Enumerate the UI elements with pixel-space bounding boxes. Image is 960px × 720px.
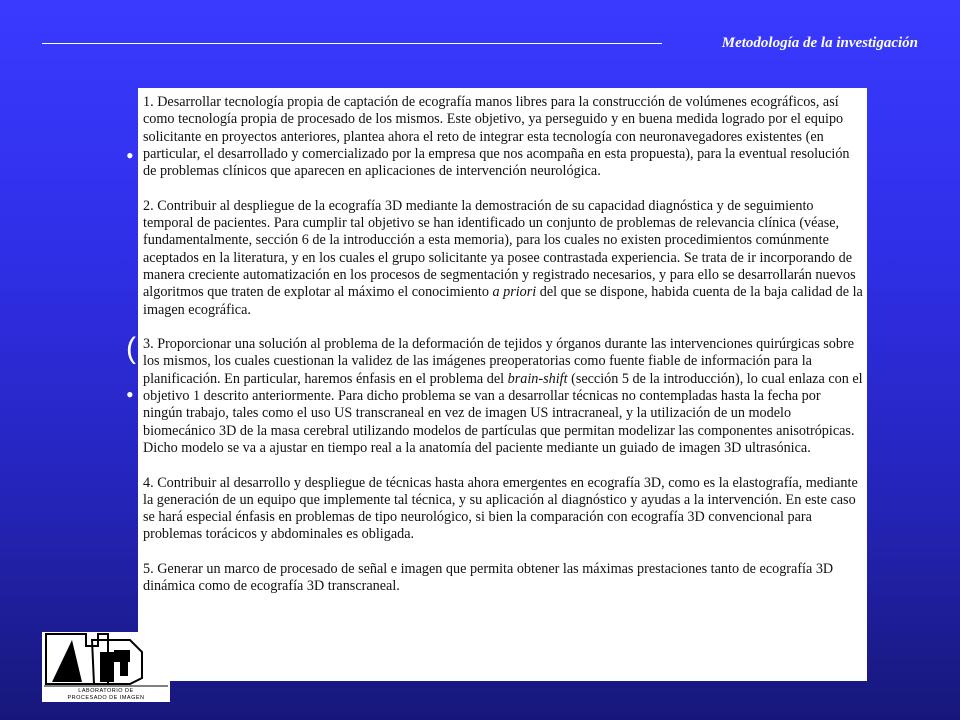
paragraph-text: 5. Generar un marco de procesado de señal e imagen que permita obtener las máximas prestaciones tanto de ecografía 3D dinámica como de ecografía 3D transcraneal. <box>143 561 834 595</box>
header-divider <box>42 43 662 44</box>
paren-fragment: ( <box>126 332 136 365</box>
objective-paragraph <box>143 94 863 180</box>
paragraph-text: 3. Proporcionar una solución al problema de la deformación de tejidos y órganos durante las intervenciones quirúrgicas sobre los mismos, los cuales cuestionan la validez de las imágenes preoperatorias como fuente fiable de información para la planificación. En particular, haremos énfasis en el problema del <box>143 336 855 387</box>
bullet-marker: • <box>126 382 134 407</box>
objective-paragraph <box>143 561 863 596</box>
logo-text-line2: PROCESADO DE IMAGEN <box>67 695 145 701</box>
logo-text-line1: LABORATORIO DE <box>78 688 134 694</box>
objective-paragraph <box>143 336 863 457</box>
paragraph-text: 4. Contribuir al desarrollo y despliegue de técnicas hasta ahora emergentes en ecografía 3D, como es la elastografía, mediante la generación de un equipo que implemente tal técnica, y su aplicación al diagnóstico y ayudas a la intervención. En este caso se hará especial énfasis en problemas de tipo neurológico, si bien la comparación con ecografía 3D convencional para problemas torácicos y abdominales es obligada. <box>143 474 858 543</box>
italic-term: a priori <box>492 284 537 301</box>
paragraph-text: 2. Contribuir al despliegue de la ecografía 3D mediante la demostración de su capacidad diagnóstica y de seguimiento temporal de pacientes. Para cumplir tal objetivo se han identificado un conjunto de problemas de relevancia clínica (véase, fundamentalmente, sección 6 de la introducción a esta memoria), para los cuales no existen procedimientos comúnmente aceptados en la literatura, y en los cuales el grupo solicitante ya posee contrastada experiencia. Se trata de ir incorporando de manera creciente automatización en los procesos de segmentación y registrado necesarios, y para ello se desarrollarán nuevos algoritmos que traten de explotar al máximo el conocimiento <box>143 197 856 301</box>
lab-logo <box>42 632 170 702</box>
document-excerpt <box>138 88 867 681</box>
italic-term: brain-shift <box>507 370 568 387</box>
paragraph-text: 1. Desarrollar tecnología propia de captación de ecografía manos libres para la construcción de volúmenes ecográficos, así como tecnología propia de procesado de los mismos. Este objetivo, ya perseguido y en buena medida logrado por el equipo solicitante en proyectos anteriores, plantea ahora el reto de integrar esta tecnología con neuronavegadores existentes (en particular, el desarrollado y comercializado por la empresa que nos acompaña en esta propuesta), para la eventual resolución de problemas clínicos que aparecen en aplicaciones de intervención neurológica. <box>143 94 850 180</box>
objective-paragraph <box>143 198 863 319</box>
objective-paragraph <box>143 475 863 544</box>
paragraph-text: (sección 5 de la introducción), lo cual enlaza con el objetivo 1 descrito anteriormente. Para dicho problema se van a desarrollar técnicas no contempladas hasta la fecha por ningún trabajo, tales como el uso US transcraneal en vez de imagen US intracraneal, y la utilización de un modelo biomecánico 3D de la masa cerebral utilizando modelos de partículas que permitan modelizar las componentes anisotrópicas. Dicho modelo se va a ajustar en tiempo real a la anatomía del paciente mediante un guiado de imagen 3D ultrasónica. <box>143 370 863 456</box>
slide-header-title: Metodología de la investigación <box>721 35 918 51</box>
bullet-marker: • <box>126 143 134 168</box>
paragraph-text: del que se dispone, habida cuenta de la baja calidad de la imagen ecográfica. <box>143 284 863 318</box>
